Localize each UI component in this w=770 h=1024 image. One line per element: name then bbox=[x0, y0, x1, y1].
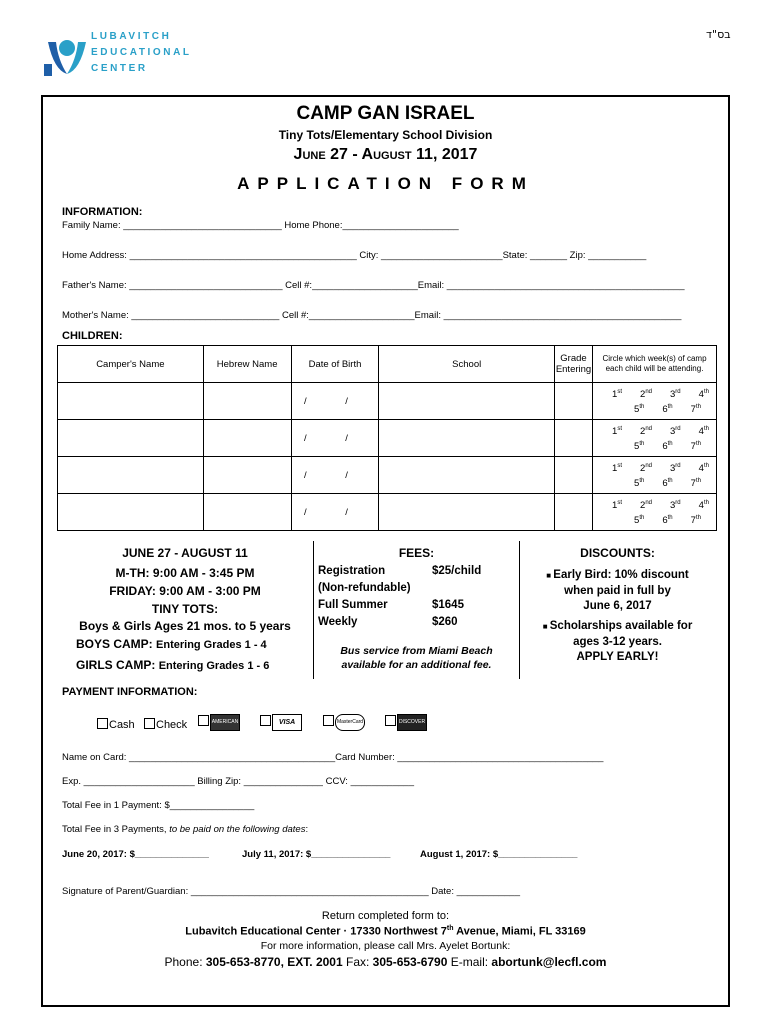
footer-fax: 305-653-6790 bbox=[372, 955, 448, 969]
children-label: CHILDREN: bbox=[62, 330, 123, 342]
weeks-cell[interactable] bbox=[593, 494, 717, 531]
info-boys bbox=[76, 637, 267, 651]
info-tiny-tots: TINY TOTS: bbox=[151, 602, 219, 616]
info-boys-grades: Entering Grades 1 - 4 bbox=[156, 639, 267, 651]
weeks-1-4[interactable]: 1st 2nd 3rd 4th bbox=[612, 425, 709, 437]
weeks-5-7[interactable]: 5th 6th 7th bbox=[634, 404, 701, 416]
child-input-cell[interactable] bbox=[58, 420, 204, 457]
info-dates: JUNE 27 - AUGUST 11 bbox=[122, 546, 248, 560]
discounts-label: DISCOUNTS: bbox=[580, 546, 655, 560]
dob-cell[interactable]: / / bbox=[291, 420, 379, 457]
child-row bbox=[58, 457, 717, 494]
child-input-cell[interactable] bbox=[555, 383, 593, 420]
col-school: School bbox=[379, 346, 555, 383]
child-input-cell[interactable] bbox=[58, 494, 204, 531]
early-bird-3: June 6, 2017 bbox=[583, 600, 652, 612]
child-input-cell[interactable] bbox=[379, 420, 555, 457]
hebrew-tag: בס"ד bbox=[706, 28, 731, 41]
child-input-cell[interactable] bbox=[555, 420, 593, 457]
address-line[interactable]: Home Address: ___________________________________________ City: _______________________State: _______ Zip: ___________ bbox=[62, 250, 647, 261]
pay-cash[interactable]: Cash bbox=[97, 718, 135, 731]
fee-reg-label: Registration bbox=[318, 565, 386, 577]
logo-line-2: EDUCATIONAL bbox=[91, 47, 192, 58]
total-1-line[interactable]: Total Fee in 1 Payment: $________________ bbox=[62, 800, 255, 811]
dob-cell[interactable]: / / bbox=[291, 494, 379, 531]
child-input-cell[interactable] bbox=[555, 494, 593, 531]
info-girls-label: GIRLS CAMP: bbox=[76, 658, 156, 672]
pay-check[interactable]: Check bbox=[144, 718, 187, 731]
lec-logo-icon bbox=[44, 30, 90, 76]
dob-cell[interactable]: / / bbox=[291, 457, 379, 494]
total-3-line: Total Fee in 3 Payments, to be paid on the following dates: bbox=[62, 824, 309, 835]
family-line[interactable]: Family Name: ______________________________ Home Phone:______________________ bbox=[62, 220, 459, 231]
scholarship-2: ages 3-12 years. bbox=[573, 636, 662, 648]
cash-checkbox[interactable] bbox=[97, 718, 108, 729]
father-line[interactable]: Father's Name: _____________________________ Cell #:____________________Email: _____________________________________________ bbox=[62, 280, 685, 291]
child-row bbox=[58, 494, 717, 531]
weeks-cell[interactable] bbox=[593, 383, 717, 420]
pay-visa[interactable] bbox=[260, 714, 302, 731]
visa-checkbox[interactable] bbox=[260, 715, 271, 726]
fee-weekly-label: Weekly bbox=[318, 616, 358, 628]
child-row bbox=[58, 420, 717, 457]
footer-more-info: For more information, please call Mrs. Ayelet Bortunk: bbox=[260, 940, 511, 952]
signature-line[interactable]: Signature of Parent/Guardian: _____________________________________________ Date: ____________ bbox=[62, 886, 520, 897]
info-girls bbox=[76, 658, 269, 672]
pay-amex[interactable] bbox=[198, 714, 240, 740]
mother-line[interactable]: Mother's Name: ____________________________ Cell #:____________________Email: _____________________________________________ bbox=[62, 310, 682, 321]
child-row bbox=[58, 383, 717, 420]
info-boys-label: BOYS CAMP: bbox=[76, 637, 153, 651]
pay-discover[interactable] bbox=[385, 714, 427, 731]
col-campers-name: Camper's Name bbox=[58, 346, 204, 383]
child-input-cell[interactable] bbox=[58, 383, 204, 420]
col-grade-entering: Grade Entering bbox=[555, 346, 593, 383]
child-input-cell[interactable] bbox=[379, 383, 555, 420]
pay-mastercard[interactable] bbox=[323, 714, 365, 731]
weeks-5-7[interactable]: 5th 6th 7th bbox=[634, 515, 701, 527]
amex-card-icon: AMERICAN EXPRESS bbox=[210, 714, 240, 731]
logo-line-3: CENTER bbox=[91, 63, 148, 74]
info-mon-thu: M-TH: 9:00 AM - 3:45 PM bbox=[115, 566, 255, 580]
form-title: CAMP GAN ISRAEL bbox=[296, 103, 475, 124]
child-input-cell[interactable] bbox=[203, 420, 291, 457]
form-dates: June 27 - August 11, 2017 bbox=[293, 146, 478, 163]
weeks-5-7[interactable]: 5th 6th 7th bbox=[634, 441, 701, 453]
child-input-cell[interactable] bbox=[58, 457, 204, 494]
footer-phone: 305-653-8770, EXT. 2001 bbox=[205, 955, 343, 969]
amex-checkbox[interactable] bbox=[198, 715, 209, 726]
discover-checkbox[interactable] bbox=[385, 715, 396, 726]
child-input-cell[interactable] bbox=[203, 383, 291, 420]
payment-date-1[interactable]: June 20, 2017: $______________ bbox=[62, 849, 209, 860]
fee-weekly-value: $260 bbox=[432, 616, 458, 628]
discover-card-icon: DISCOVER bbox=[397, 714, 427, 731]
mastercard-card-icon: MasterCard bbox=[335, 714, 365, 731]
name-on-card-line[interactable]: Name on Card: _______________________________________Card Number: _______________________________________ bbox=[62, 752, 604, 763]
footer-contact: Phone: 305-653-8770, EXT. 2001 Fax: 305-653-6790 E-mail: abortunk@lecfl.com bbox=[164, 955, 607, 969]
info-ages: Boys & Girls Ages 21 mos. to 5 years bbox=[79, 619, 291, 633]
payment-label: PAYMENT INFORMATION: bbox=[62, 686, 198, 698]
col-weeks: Circle which week(s) of camp each child will be attending. bbox=[593, 346, 717, 383]
mastercard-checkbox[interactable] bbox=[323, 715, 334, 726]
form-heading: APPLICATION FORM bbox=[237, 174, 534, 193]
info-friday: FRIDAY: 9:00 AM - 3:00 PM bbox=[109, 584, 261, 598]
weeks-1-4[interactable]: 1st 2nd 3rd 4th bbox=[612, 388, 709, 400]
footer-address: Lubavitch Educational Center · 17330 Northwest 7th Avenue, Miami, FL 33169 bbox=[185, 925, 586, 938]
footer-return: Return completed form to: bbox=[321, 910, 450, 922]
children-table bbox=[57, 345, 717, 531]
weeks-cell[interactable] bbox=[593, 420, 717, 457]
early-bird-1: ■ Early Bird: 10% discount bbox=[546, 569, 689, 581]
scholarship-3: APPLY EARLY! bbox=[576, 651, 659, 663]
logo-line-1: LUBAVITCH bbox=[91, 31, 172, 42]
check-checkbox[interactable] bbox=[144, 718, 155, 729]
child-input-cell[interactable] bbox=[379, 494, 555, 531]
weeks-5-7[interactable]: 5th 6th 7th bbox=[634, 478, 701, 490]
col-hebrew-name: Hebrew Name bbox=[203, 346, 291, 383]
fee-full-label: Full Summer bbox=[318, 599, 388, 611]
form-subtitle: Tiny Tots/Elementary School Division bbox=[278, 128, 493, 142]
fee-nonref: (Non-refundable) bbox=[318, 582, 411, 594]
visa-card-icon: VISA bbox=[272, 714, 302, 731]
bus-line-1: Bus service from Miami Beach bbox=[340, 645, 493, 657]
child-input-cell[interactable] bbox=[555, 457, 593, 494]
early-bird-2: when paid in full by bbox=[564, 585, 671, 597]
child-input-cell[interactable] bbox=[379, 457, 555, 494]
weeks-1-4[interactable]: 1st 2nd 3rd 4th bbox=[612, 499, 709, 511]
weeks-cell[interactable] bbox=[593, 457, 717, 494]
child-input-cell[interactable] bbox=[203, 457, 291, 494]
information-label: INFORMATION: bbox=[62, 206, 143, 218]
footer-email[interactable]: abortunk@lecfl.com bbox=[491, 955, 607, 969]
info-girls-grades: Entering Grades 1 - 6 bbox=[158, 660, 270, 672]
payment-date-2[interactable]: July 11, 2017: $_______________ bbox=[242, 849, 391, 860]
col-date-of-birth: Date of Birth bbox=[291, 346, 379, 383]
payment-date-3[interactable]: August 1, 2017: $_______________ bbox=[420, 849, 578, 860]
exp-line[interactable]: Exp. _____________________ Billing Zip: _______________ CCV: ____________ bbox=[62, 776, 414, 787]
child-input-cell[interactable] bbox=[203, 494, 291, 531]
fee-full-value: $1645 bbox=[432, 599, 464, 611]
fees-label: FEES: bbox=[398, 546, 435, 560]
fee-reg-value: $25/child bbox=[432, 565, 482, 577]
weeks-1-4[interactable]: 1st 2nd 3rd 4th bbox=[612, 462, 709, 474]
scholarship-1: ■ Scholarships available for bbox=[542, 620, 693, 632]
dob-cell[interactable]: / / bbox=[291, 383, 379, 420]
bus-line-2: available for an additional fee. bbox=[341, 659, 492, 671]
